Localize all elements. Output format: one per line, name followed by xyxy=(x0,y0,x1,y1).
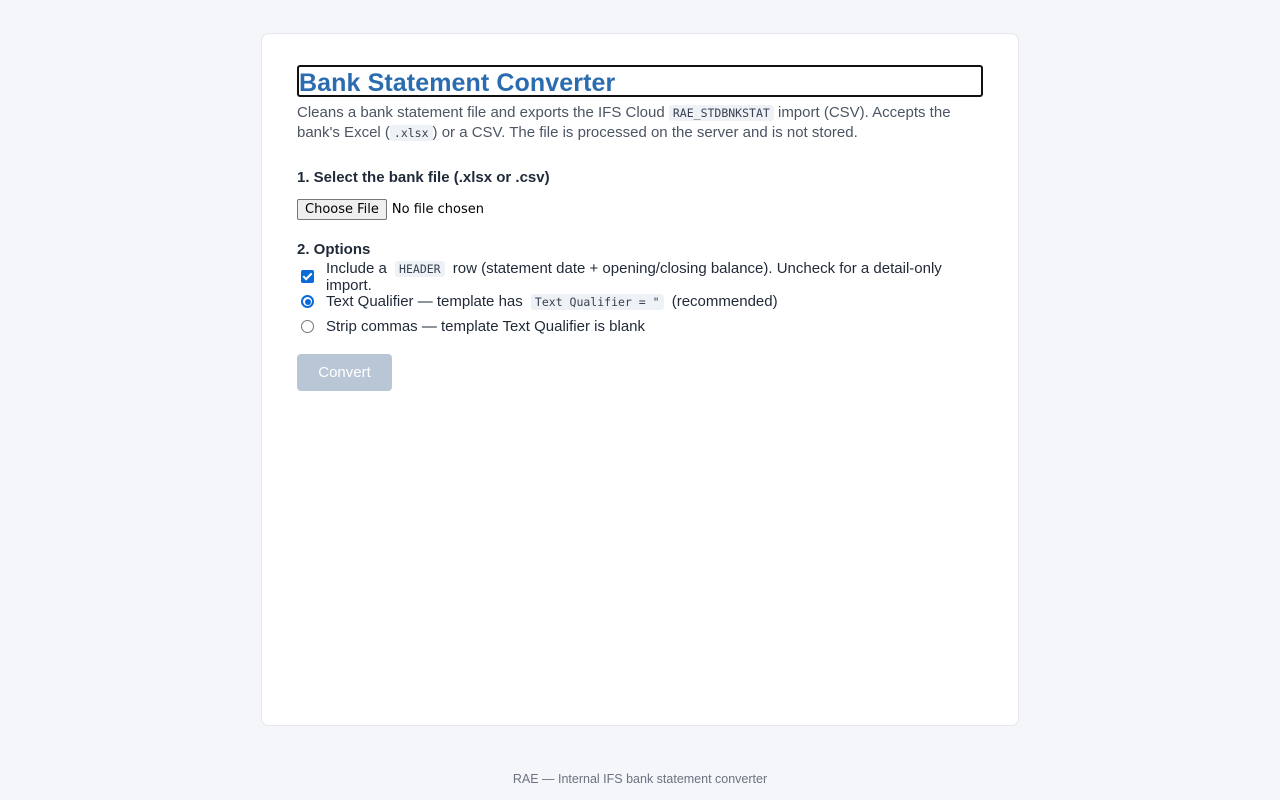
converter-card xyxy=(261,33,1019,726)
file-input[interactable] xyxy=(297,198,983,220)
xlsx-extension-code: .xlsx xyxy=(390,125,433,141)
text-qualifier-code: Text Qualifier = " xyxy=(531,294,664,310)
text-qualifier-label xyxy=(326,293,778,310)
include-header-option[interactable] xyxy=(297,259,983,294)
convert-button[interactable]: Convert xyxy=(297,354,392,391)
page-title: Bank Statement Converter xyxy=(297,65,983,97)
description-text: Cleans a bank statement file and exports the IFS Cloud xyxy=(297,104,669,121)
page-description xyxy=(297,103,983,143)
choose-file-button[interactable]: Choose File xyxy=(297,199,387,220)
strip-commas-label: Strip commas — template Text Qualifier is blank xyxy=(326,318,646,335)
option-text: Text Qualifier — template has xyxy=(326,293,527,310)
header-code: HEADER xyxy=(395,261,445,277)
option-text: row (statement date + opening/closing balance). Uncheck for a detail-only import. xyxy=(326,259,942,294)
strip-commas-option[interactable] xyxy=(297,314,983,339)
include-header-checkbox[interactable] xyxy=(301,270,314,283)
option-text: Include a xyxy=(326,259,392,277)
step1-label: 1. Select the bank file (.xlsx or .csv) xyxy=(297,169,550,186)
step2-label: 2. Options xyxy=(297,241,371,258)
text-qualifier-radio[interactable] xyxy=(301,295,314,308)
description-text: import (CSV). Accepts the bank's Excel ( xyxy=(297,104,951,141)
strip-commas-radio[interactable] xyxy=(301,320,314,333)
footer-text: RAE — Internal IFS bank statement converter xyxy=(512,772,768,786)
include-header-label xyxy=(326,260,983,294)
import-name-code: RAE_STDBNKSTAT xyxy=(669,105,774,121)
description-text: ) or a CSV. The file is processed on the server and is not stored. xyxy=(432,124,858,141)
option-text: (recommended) xyxy=(667,293,778,310)
file-status: No file chosen xyxy=(391,201,484,217)
